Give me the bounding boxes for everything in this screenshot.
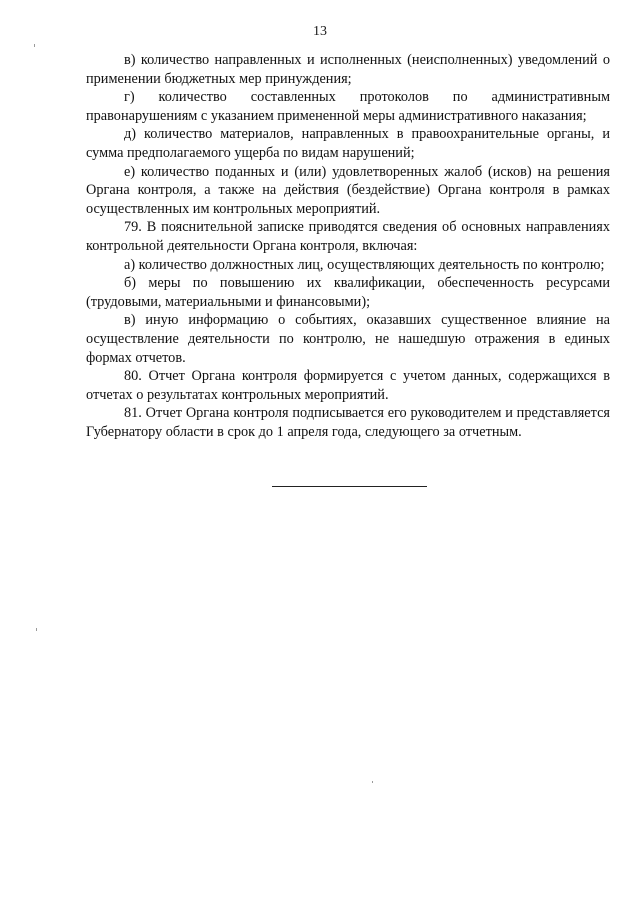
scan-speck <box>36 628 37 631</box>
paragraph-materials: д) количество материалов, направленных в правоохранительные органы, и сумма предполагаемого ущерба по видам нарушений; <box>86 126 610 161</box>
paragraph-other-info: в) иную информацию о событиях, оказавших существенное влияние на осуществление деятельности по контролю, не нашедшую отражения в единых формах отчетов. <box>86 312 610 366</box>
paragraph-qualification: б) меры по повышению их квалификации, обеспеченность ресурсами (трудовыми, материальными и финансовыми); <box>86 275 610 310</box>
document-body <box>86 51 610 441</box>
paragraph-complaints: е) количество поданных и (или) удовлетворенных жалоб (исков) на решения Органа контроля, а также на действия (бездействие) Органа контроля в рамках осуществленных им контрольных мероприятий. <box>86 163 610 217</box>
paragraph-81: 81. Отчет Органа контроля подписывается его руководителем и представляется Губернатору области в срок до 1 апреля года, следующего за отчетным. <box>86 405 610 440</box>
scan-speck <box>372 781 373 783</box>
closing-divider-line <box>272 486 427 487</box>
page-number: 13 <box>313 24 327 39</box>
paragraph-officials: а) количество должностных лиц, осуществляющих деятельность по контролю; <box>124 256 605 273</box>
paragraph-protocols: г) количество составленных протоколов по административным правонарушениям с указанием примененной меры административного наказания; <box>86 89 610 124</box>
paragraph-79: 79. В пояснительной записке приводятся сведения об основных направлениях контрольной деятельности Органа контроля, включая: <box>86 219 610 254</box>
paragraph-notifications: в) количество направленных и исполненных (неисполненных) уведомлений о применении бюджетных мер принуждения; <box>86 52 610 87</box>
paragraph-80: 80. Отчет Органа контроля формируется с учетом данных, содержащихся в отчетах о результатах контрольных мероприятий. <box>86 368 610 403</box>
scan-speck <box>34 44 35 47</box>
